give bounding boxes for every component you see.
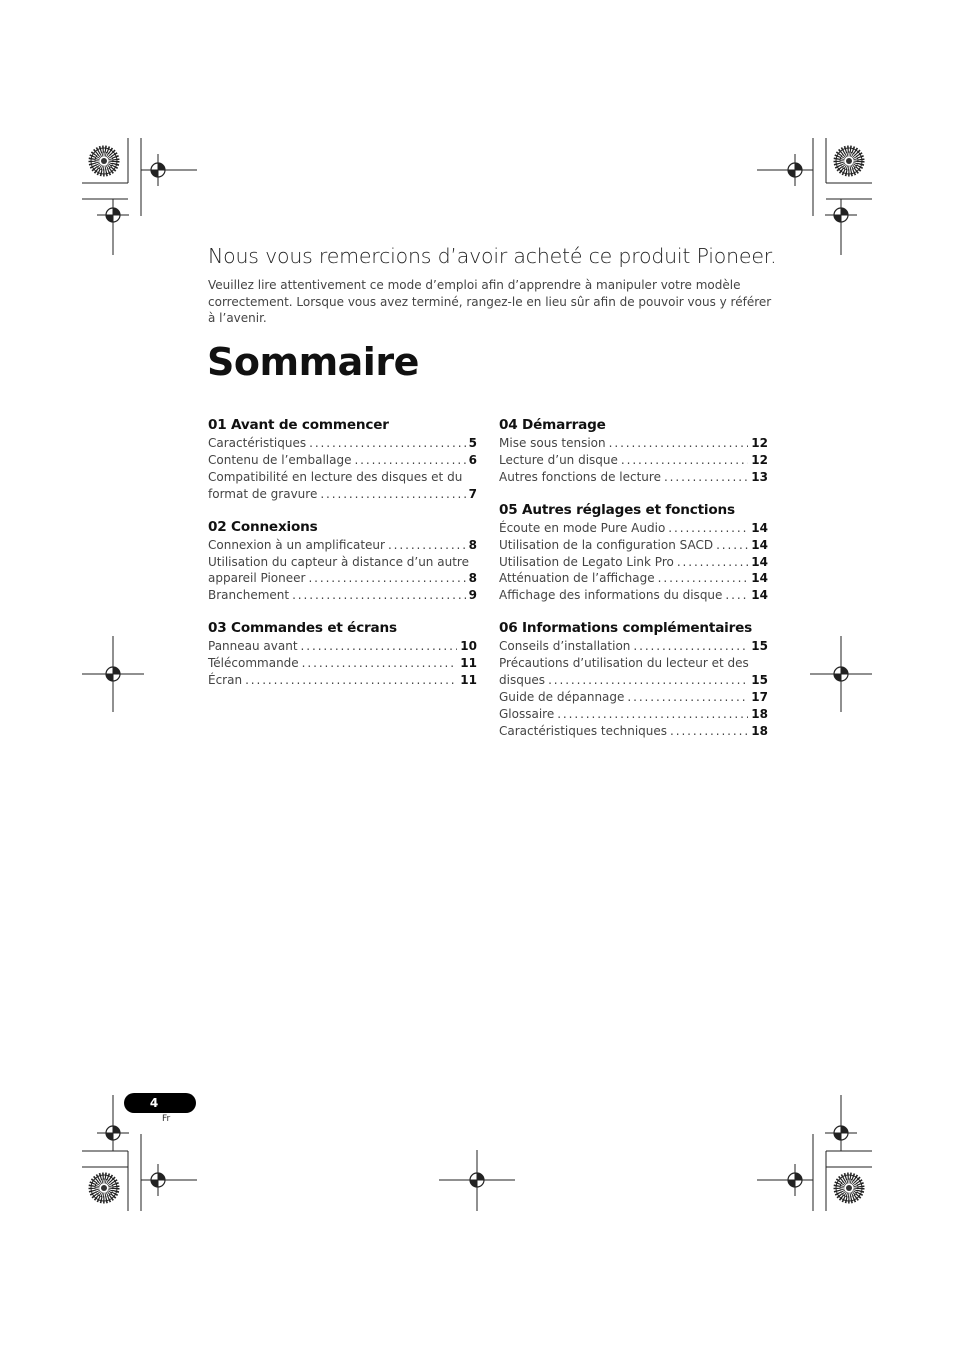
toc-entry[interactable] <box>499 435 768 452</box>
toc-leader-dots <box>292 587 466 604</box>
toc-entry-page: 14 <box>751 520 768 535</box>
toc-leader-dots <box>302 655 458 672</box>
intro-text: Veuillez lire attentivement ce mode d’emploi afin d’apprendre à manipuler votre modèle correctement. Lorsque vous avez terminé, rangez-le en lieu sûr afin de pouvoir vous y référer à l’avenir. <box>208 278 772 325</box>
toc-section-title: 05 Autres réglages et fonctions <box>499 501 735 518</box>
toc-section <box>208 619 477 689</box>
toc-entry-label: Lecture d’un disque <box>499 452 618 467</box>
toc-leader-dots <box>725 587 748 604</box>
toc-section <box>499 501 768 605</box>
toc-section <box>499 416 768 486</box>
toc-leader-dots <box>621 452 748 469</box>
toc-section-title: 03 Commandes et écrans <box>208 620 397 637</box>
toc-entry-label: Guide de dépannage <box>499 689 625 704</box>
toc-entry-label: Panneau avant <box>208 639 298 654</box>
toc-entry-label-line1[interactable]: Précautions d’utilisation du lecteur et des <box>499 656 749 671</box>
toc-entry[interactable] <box>499 706 768 723</box>
toc-leader-dots <box>308 570 465 587</box>
toc-entry[interactable] <box>499 638 768 655</box>
toc-section-title: 01 Avant de commencer <box>208 417 389 433</box>
toc-entry-label: appareil Pioneer <box>208 571 306 586</box>
toc-entry-label: Écran <box>208 673 243 688</box>
toc-entry-page: 15 <box>751 673 768 688</box>
toc-entry-label: Télécommande <box>208 656 299 671</box>
toc-leader-dots <box>245 672 457 689</box>
toc-entry[interactable] <box>208 486 477 503</box>
toc-entry[interactable] <box>499 723 768 740</box>
toc-leader-dots <box>354 452 465 469</box>
toc-entry-label: Contenu de l’emballage <box>208 452 352 467</box>
toc-entry[interactable] <box>208 672 477 689</box>
toc-leader-dots <box>670 723 748 740</box>
toc-entry-label: Connexion à un amplificateur <box>208 537 385 552</box>
toc-leader-dots <box>633 638 748 655</box>
toc-section-title: 02 Connexions <box>208 518 318 535</box>
toc-entry-page: 14 <box>751 537 768 552</box>
toc-entry[interactable] <box>208 587 477 604</box>
toc-leader-dots <box>677 554 748 571</box>
toc-entry-page: 18 <box>751 723 768 738</box>
intro-heading: Nous vous remercions d’avoir acheté ce produit Pioneer. <box>208 244 777 268</box>
toc-entry[interactable] <box>499 520 768 537</box>
toc-section <box>208 416 477 503</box>
toc-section <box>499 619 768 739</box>
toc-leader-dots <box>668 520 748 537</box>
page-title: Sommaire <box>207 340 419 384</box>
toc-entry-page: 8 <box>468 537 477 552</box>
toc-entry[interactable] <box>208 452 477 469</box>
toc-entry-label-line1[interactable]: Compatibilité en lecture des disques et du <box>208 469 463 484</box>
toc-entry[interactable] <box>499 469 768 486</box>
toc-leader-dots <box>548 672 748 689</box>
toc-entry[interactable] <box>499 587 768 604</box>
toc-entry-page: 9 <box>468 588 477 603</box>
target-star-icon <box>836 148 862 174</box>
toc-leader-dots <box>309 435 466 452</box>
toc-entry-label: Écoute en mode Pure Audio <box>499 520 666 535</box>
toc-leader-dots <box>301 638 458 655</box>
toc-leader-dots <box>664 469 748 486</box>
toc-entry[interactable] <box>208 570 477 587</box>
toc-entry-page: 12 <box>751 452 768 467</box>
target-star-icon <box>836 1175 862 1201</box>
toc-entry-page: 14 <box>751 588 768 603</box>
toc-entry-page: 17 <box>751 689 768 704</box>
toc-entry-page: 6 <box>468 452 477 467</box>
toc-leader-dots <box>716 537 748 554</box>
toc-entry-page: 13 <box>751 469 768 484</box>
toc-entry[interactable] <box>499 554 768 571</box>
toc-entry-label: Utilisation de la configuration SACD <box>499 537 714 552</box>
toc-entry-page: 18 <box>751 706 768 721</box>
toc-leader-dots <box>388 537 466 554</box>
toc-entry-page: 15 <box>751 639 768 654</box>
toc-entry[interactable] <box>499 452 768 469</box>
toc-entry[interactable] <box>499 672 768 689</box>
toc-entry-page: 12 <box>751 436 768 450</box>
toc-entry-label: Caractéristiques <box>208 436 307 450</box>
toc-entry-page: 8 <box>468 571 477 586</box>
toc-column-left <box>208 416 477 704</box>
toc-entry-label: Caractéristiques techniques <box>499 723 668 738</box>
target-star-icon <box>91 1175 117 1201</box>
toc-entry[interactable] <box>208 655 477 672</box>
toc-entry-page: 5 <box>468 436 477 450</box>
toc-leader-dots <box>627 689 748 706</box>
toc-entry[interactable] <box>499 570 768 587</box>
toc-entry-page: 7 <box>468 486 477 501</box>
toc-column-right <box>499 416 768 755</box>
toc-entry-label: Autres fonctions de lecture <box>499 469 661 484</box>
toc-entry-label: Branchement <box>208 588 290 603</box>
language-label: Fr <box>162 1114 171 1124</box>
toc-entry-label: Atténuation de l’affichage <box>499 571 655 586</box>
toc-entry-label-line1[interactable]: Utilisation du capteur à distance d’un autre <box>208 554 469 569</box>
toc-entry-label: disques <box>499 673 546 688</box>
toc-entry-page: 11 <box>460 673 477 688</box>
toc-entry-label: Affichage des informations du disque <box>499 588 723 603</box>
toc-entry-page: 11 <box>460 656 477 671</box>
toc-leader-dots <box>658 570 749 587</box>
toc-entry-label: Mise sous tension <box>499 436 606 450</box>
toc-entry-label: Conseils d’installation <box>499 639 631 654</box>
toc-entry-page: 14 <box>751 554 768 569</box>
target-star-icon <box>91 148 117 174</box>
toc-entry-page: 14 <box>751 571 768 586</box>
toc-entry[interactable] <box>208 638 477 655</box>
toc-leader-dots <box>557 706 748 723</box>
toc-section-title: 06 Informations complémentaires <box>499 620 753 637</box>
toc-entry[interactable] <box>499 689 768 706</box>
toc-entry[interactable] <box>499 537 768 554</box>
toc-leader-dots <box>609 435 749 452</box>
toc-entry-label: Glossaire <box>499 706 555 721</box>
toc-entry-label: format de gravure <box>208 486 318 501</box>
page-number-badge: 4 <box>124 1093 196 1113</box>
toc-entry-label: Utilisation de Legato Link Pro <box>499 554 674 569</box>
toc-entry[interactable] <box>208 435 477 452</box>
toc-entry-page: 10 <box>460 639 477 654</box>
toc-leader-dots <box>320 486 465 503</box>
toc-section <box>208 518 477 605</box>
toc-entry[interactable] <box>208 537 477 554</box>
toc-section-title: 04 Démarrage <box>499 417 606 433</box>
